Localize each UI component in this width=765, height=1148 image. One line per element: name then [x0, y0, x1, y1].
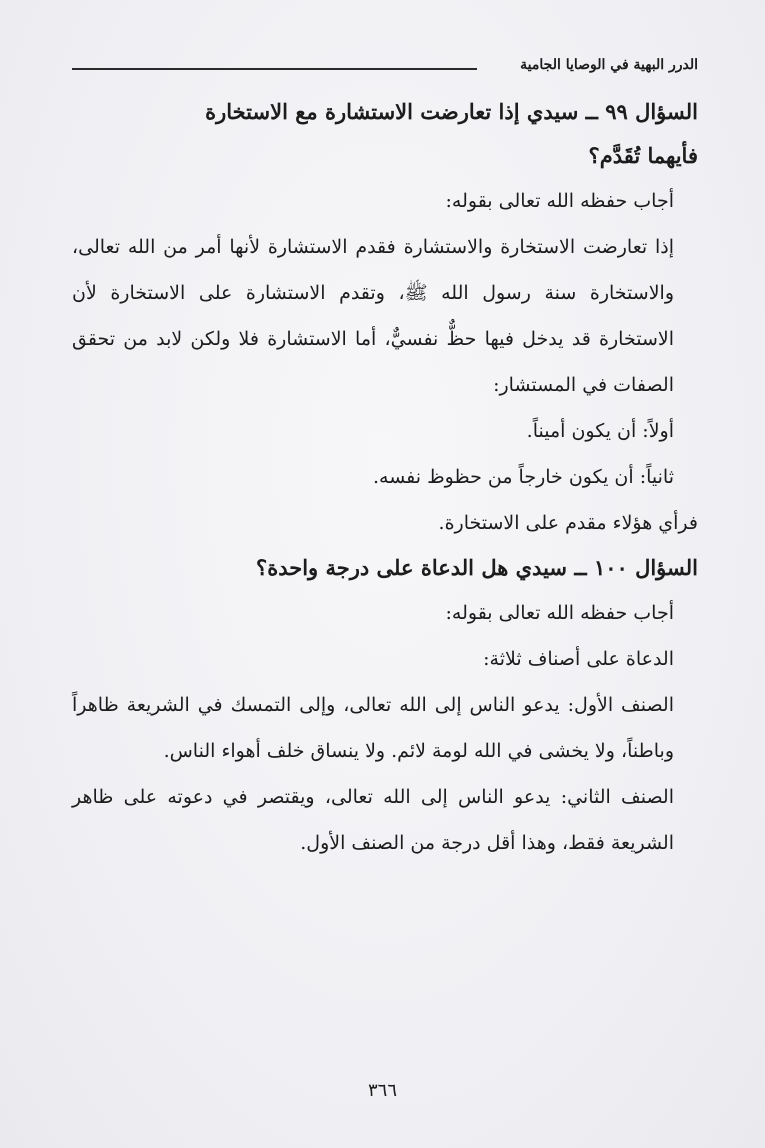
question-99-title-line1: السؤال ٩٩ ــ سيدي إذا تعارضت الاستشارة مع الاستخارة: [205, 99, 698, 124]
condition-2: ثانياً: أن يكون خارجاً من حظوظ نفسه.: [373, 466, 674, 488]
question-99-title-line2: فأيهما تُقَدَّم؟: [588, 143, 698, 168]
answer-intro: أجاب حفظه الله تعالى بقوله:: [445, 190, 674, 212]
running-header: [72, 55, 698, 81]
condition-1: أولاً: أن يكون أميناً.: [526, 420, 674, 442]
type-1-paragraph: الصنف الأول: يدعو الناس إلى الله تعالى، وإلى التمسك في الشريعة ظاهراً وباطناً، ولا يخشى في الله لومة لائم. ولا ينساق خلف أهواء الناس.: [72, 694, 674, 762]
type-2-paragraph: الصنف الثاني: يدعو الناس إلى الله تعالى، ويقتصر في دعوته على ظاهر الشريعة فقط، وهذا أقل درجة من الصنف الأول.: [72, 786, 674, 854]
book-title: الدرر البهية في الوصايا الجامية: [520, 57, 698, 73]
types-intro: الدعاة على أصناف ثلاثة:: [483, 648, 674, 670]
answer-paragraph: إذا تعارضت الاستخارة والاستشارة فقدم الاستشارة لأنها أمر من الله تعالى، والاستخارة سنة رسول الله ﷺ، وتقدم الاستشارة على الاستخارة لأن الاستخارة قد يدخل فيها حظٌّ نفسيٌّ، أما الاستشارة فلا ولكن لابد من تحقق الصفات في المستشار:: [72, 236, 674, 396]
page-content: [72, 90, 698, 866]
question-100-title: السؤال ١٠٠ ــ سيدي هل الدعاة على درجة واحدة؟: [256, 555, 698, 580]
header-rule: [72, 68, 477, 70]
answer-intro-2: أجاب حفظه الله تعالى بقوله:: [445, 602, 674, 624]
page-number: ٣٦٦: [367, 1080, 397, 1101]
conclusion: فرأي هؤلاء مقدم على الاستخارة.: [438, 512, 698, 534]
